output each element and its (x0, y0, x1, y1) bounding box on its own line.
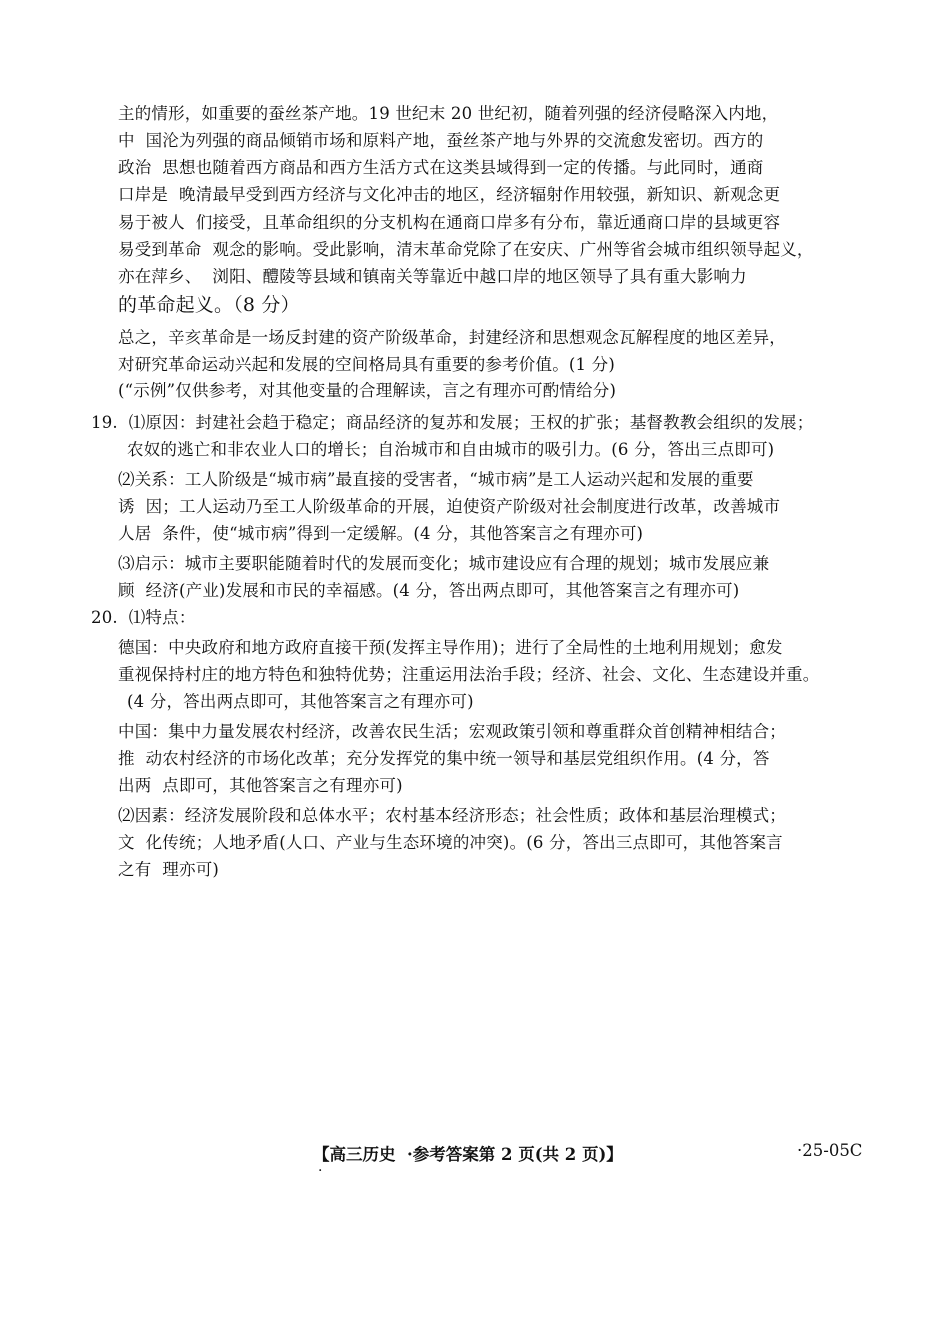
text-line: ⑶启示：城市主要职能随着时代的发展而变化；城市建设应有合理的规划；城市发展应兼 (118, 554, 770, 573)
text-line: 亦在萍乡、 浏阳、醴陵等县域和镇南关等靠近中越口岸的地区领导了具有重大影响力 (118, 267, 747, 286)
text-line: 政治 思想也随着西方商品和西方生活方式在这类县域得到一定的传播。与此同时，通商 (118, 158, 764, 177)
text-line: 农奴的逃亡和非农业人口的增长；自治城市和自由城市的吸引力。(6 分，答出三点即可) (127, 440, 775, 459)
text-line: 推 动农村经济的市场化改革；充分发挥党的集中统一领导和基层党组织作用。(4 分，答 (118, 749, 770, 768)
text-line: (4 分，答出两点即可，其他答案言之有理亦可) (127, 692, 474, 711)
text-line: 主的情形，如重要的蚕丝茶产地。19 世纪末 20 世纪初，随着列强的经济侵略深入内地， (118, 104, 779, 123)
text-line: (“示例”仅供参考，对其他变量的合理解读，言之有理亦可酌情给分) (118, 381, 617, 400)
text-line: 人居 条件，使“城市病”得到一定缓解。(4 分，其他答案言之有理亦可) (118, 524, 644, 543)
text-line: 顾 经济(产业)发展和市民的幸福感。(4 分，答出两点即可，其他答案言之有理亦可) (118, 581, 740, 600)
text-line: 的革命起义。（8 分） (118, 294, 300, 316)
text-line: 易受到革命 观念的影响。受此影响，清末革命党除了在安庆、广州等省会城市组织领导起义， (118, 240, 814, 259)
text-line: 之有 理亦可) (118, 860, 220, 879)
text-line: 易于被人 们接受，且革命组织的分支机构在通商口岸多有分布，靠近通商口岸的县域更容 (118, 213, 781, 232)
page-footer-title: 【高三历史 ·参考答案第 2 页(共 2 页)】 (313, 1145, 623, 1164)
text-line: 诱 因；工人运动乃至工人阶级革命的开展，迫使资产阶级对社会制度进行改革，改善城市 (118, 497, 781, 516)
text-line: 德国：中央政府和地方政府直接干预(发挥主导作用)；进行了全局性的土地利用规划；愈发 (118, 638, 783, 657)
text-line: 文 化传统；人地矛盾(人口、产业与生态环境的冲突)。(6 分，答出三点即可，其他答案言 (118, 833, 783, 852)
text-line: 中国：集中力量发展农村经济，改善农民生活；宏观政策引领和尊重群众首创精神相结合； (118, 722, 786, 741)
question-19-line: 19. ⑴原因：封建社会趋于稳定；商品经济的复苏和发展；王权的扩张；基督教教会组织的发展； (91, 413, 814, 432)
footer-dot: · (318, 1163, 323, 1179)
text-line: 重视保持村庄的地方特色和独特优势；注重运用法治手段；经济、社会、文化、生态建设并重。 (118, 665, 820, 684)
text-line: 口岸是 晚清最早受到西方经济与文化冲击的地区，经济辐射作用较强，新知识、新观念更 (118, 185, 781, 204)
text-line: 中 国沦为列强的商品倾销市场和原料产地，蚕丝茶产地与外界的交流愈发密切。西方的 (118, 131, 764, 150)
text-line: ⑵关系：工人阶级是“城市病”最直接的受害者，“城市病”是工人运动兴起和发展的重要 (118, 470, 754, 489)
text-line: 总之，辛亥革命是一场反封建的资产阶级革命，封建经济和思想观念瓦解程度的地区差异， (118, 328, 786, 347)
text-line: ⑵因素：经济发展阶段和总体水平；农村基本经济形态；社会性质；政体和基层治理模式； (118, 806, 786, 825)
question-20-line: 20. ⑴特点： (91, 608, 196, 627)
text-line: 出两 点即可，其他答案言之有理亦可) (118, 776, 403, 795)
page-footer-code: ·25-05C (797, 1141, 863, 1160)
text-line: 对研究革命运动兴起和发展的空间格局具有重要的参考价值。(1 分) (118, 355, 616, 374)
